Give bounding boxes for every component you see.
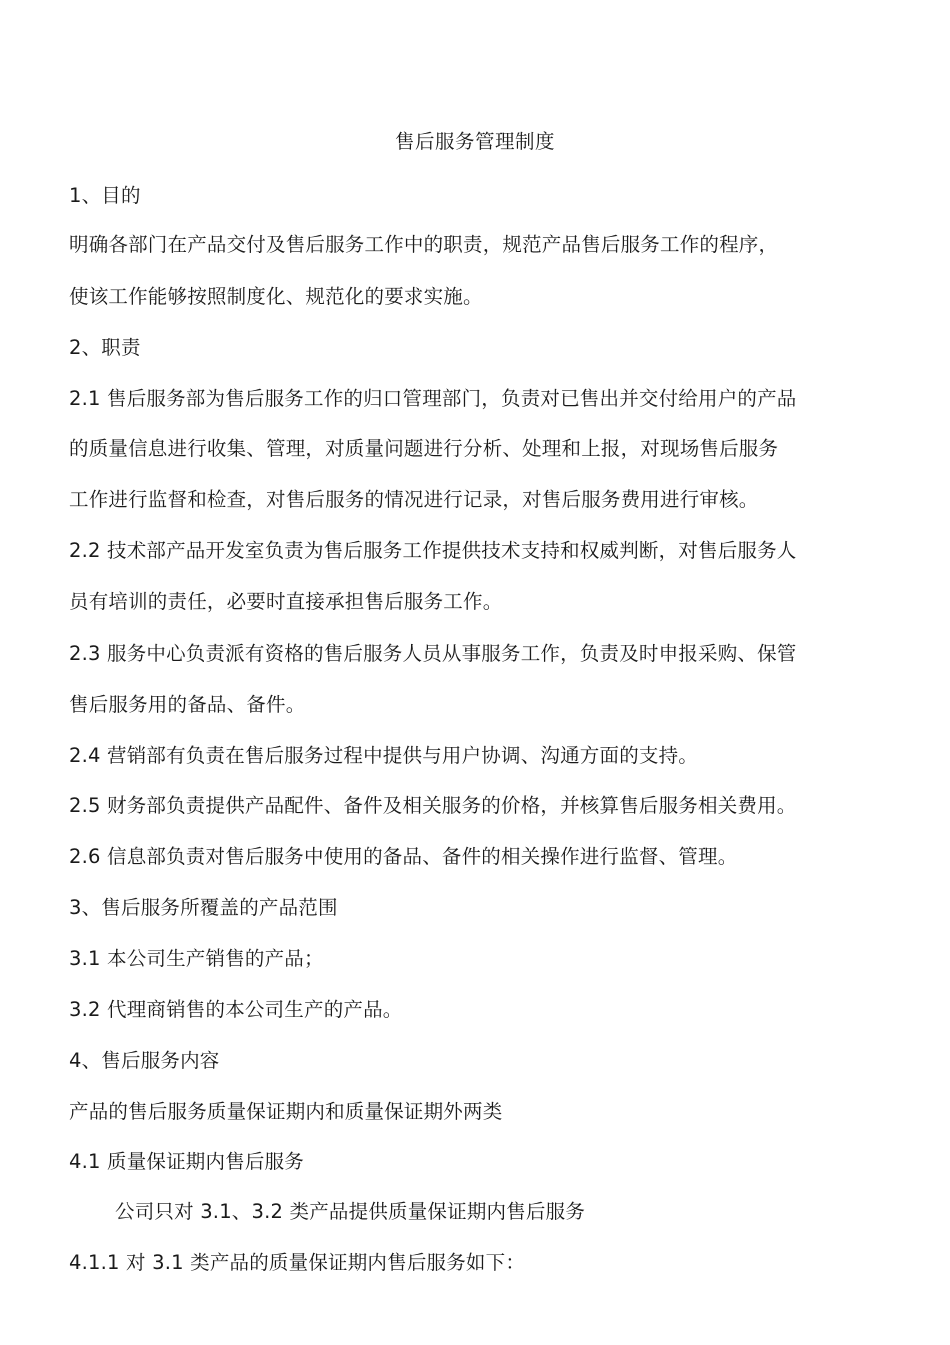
paragraph-line: 2.2 技术部产品开发室负责为售后服务工作提供技术支持和权威判断，对售后服务人 bbox=[69, 539, 797, 562]
paragraph-line: 2.5 财务部负责提供产品配件、备件及相关服务的价格，并核算售后服务相关费用。 bbox=[69, 794, 797, 817]
paragraph-line: 员有培训的责任，必要时直接承担售后服务工作。 bbox=[69, 590, 503, 613]
section-heading-product-scope: 3、售后服务所覆盖的产品范围 bbox=[69, 896, 338, 919]
subsection-heading: 4.1 质量保证期内售后服务 bbox=[69, 1150, 305, 1173]
paragraph-line: 使该工作能够按照制度化、规范化的要求实施。 bbox=[69, 285, 483, 308]
paragraph-line: 3.1 本公司生产销售的产品； bbox=[69, 947, 324, 970]
paragraph-line: 3.2 代理商销售的本公司生产的产品。 bbox=[69, 998, 403, 1021]
paragraph-line: 的质量信息进行收集、管理，对质量问题进行分析、处理和上报，对现场售后服务 bbox=[69, 437, 779, 460]
section-heading-purpose: 1、目的 bbox=[69, 184, 141, 207]
paragraph-line: 2.3 服务中心负责派有资格的售后服务人员从事服务工作，负责及时申报采购、保管 bbox=[69, 642, 797, 665]
paragraph-line: 2.1 售后服务部为售后服务工作的归口管理部门，负责对已售出并交付给用户的产品 bbox=[69, 387, 797, 410]
paragraph-line: 产品的售后服务质量保证期内和质量保证期外两类 bbox=[69, 1100, 503, 1123]
paragraph-line: 明确各部门在产品交付及售后服务工作中的职责，规范产品售后服务工作的程序， bbox=[69, 233, 779, 256]
section-heading-responsibilities: 2、职责 bbox=[69, 336, 141, 359]
paragraph-line: 2.6 信息部负责对售后服务中使用的备品、备件的相关操作进行监督、管理。 bbox=[69, 845, 738, 868]
paragraph-line: 2.4 营销部有负责在售后服务过程中提供与用户协调、沟通方面的支持。 bbox=[69, 744, 699, 767]
subsection-heading: 4.1.1 对 3.1 类产品的质量保证期内售后服务如下： bbox=[69, 1251, 526, 1274]
section-heading-service-content: 4、售后服务内容 bbox=[69, 1049, 220, 1072]
paragraph-line: 工作进行监督和检查，对售后服务的情况进行记录，对售后服务费用进行审核。 bbox=[69, 488, 759, 511]
document-title: 售后服务管理制度 bbox=[394, 130, 555, 153]
paragraph-line: 售后服务用的备品、备件。 bbox=[69, 693, 306, 716]
paragraph-line: 公司只对 3.1、3.2 类产品提供质量保证期内售后服务 bbox=[115, 1200, 586, 1223]
